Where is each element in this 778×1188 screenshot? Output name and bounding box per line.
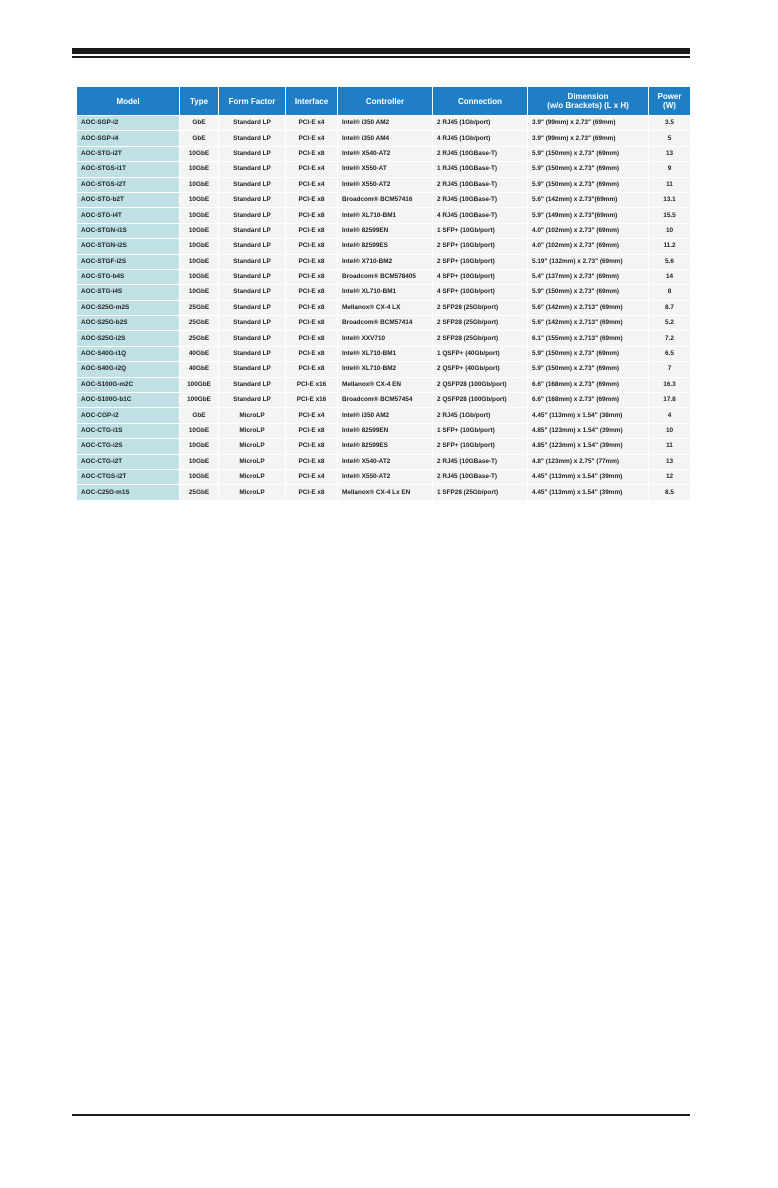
header-rule-thick <box>72 48 690 54</box>
cell-type: GbE <box>180 408 219 423</box>
cell-form-factor: Standard LP <box>219 177 286 192</box>
cell-form-factor: Standard LP <box>219 377 286 392</box>
cell-power: 17.8 <box>649 393 691 408</box>
cell-interface: PCI-E x4 <box>286 469 338 484</box>
cell-power: 7 <box>649 362 691 377</box>
table-row <box>77 223 691 238</box>
table-row <box>77 208 691 223</box>
cell-dimension: 3.9" (99mm) x 2.73" (69mm) <box>528 116 649 131</box>
cell-power: 5.2 <box>649 316 691 331</box>
cell-controller: Intel® 82599EN <box>338 223 433 238</box>
cell-type: 25GbE <box>180 331 219 346</box>
cell-type: 100GbE <box>180 377 219 392</box>
cell-power: 6.5 <box>649 346 691 361</box>
table-row <box>77 269 691 284</box>
cell-interface: PCI-E x8 <box>286 269 338 284</box>
cell-model: AOC-STGS-i1T <box>77 162 180 177</box>
cell-interface: PCI-E x8 <box>286 454 338 469</box>
cell-model: AOC-S40G-i2Q <box>77 362 180 377</box>
cell-form-factor: MicroLP <box>219 408 286 423</box>
cell-interface: PCI-E x8 <box>286 316 338 331</box>
table-row <box>77 439 691 454</box>
cell-form-factor: Standard LP <box>219 300 286 315</box>
cell-power: 5.6 <box>649 254 691 269</box>
cell-form-factor: Standard LP <box>219 346 286 361</box>
cell-model: AOC-CTG-i1S <box>77 423 180 438</box>
cell-connection: 2 RJ45 (10GBase-T) <box>433 177 528 192</box>
cell-form-factor: MicroLP <box>219 485 286 500</box>
cell-interface: PCI-E x8 <box>286 146 338 161</box>
cell-model: AOC-STG-i2T <box>77 146 180 161</box>
cell-dimension: 4.85" (123mm) x 1.54" (39mm) <box>528 439 649 454</box>
cell-interface: PCI-E x8 <box>286 208 338 223</box>
cell-form-factor: Standard LP <box>219 223 286 238</box>
cell-controller: Intel® XL710-BM1 <box>338 346 433 361</box>
table-row <box>77 146 691 161</box>
cell-interface: PCI-E x8 <box>286 362 338 377</box>
cell-form-factor: Standard LP <box>219 146 286 161</box>
cell-connection: 4 RJ45 (1Gb/port) <box>433 131 528 146</box>
cell-controller: Broadcom® BCM57414 <box>338 316 433 331</box>
cell-form-factor: Standard LP <box>219 285 286 300</box>
cell-connection: 2 QSFP+ (40Gb/port) <box>433 362 528 377</box>
cell-interface: PCI-E x8 <box>286 439 338 454</box>
cell-dimension: 4.45" (113mm) x 1.54" (39mm) <box>528 469 649 484</box>
cell-connection: 1 SFP+ (10Gb/port) <box>433 423 528 438</box>
cell-connection: 4 SFP+ (10Gb/port) <box>433 285 528 300</box>
table-row <box>77 485 691 500</box>
header-type: Type <box>180 87 219 116</box>
cell-type: 10GbE <box>180 192 219 207</box>
cell-controller: Intel® XL710-BM1 <box>338 285 433 300</box>
cell-dimension: 4.0" (102mm) x 2.73" (69mm) <box>528 223 649 238</box>
table-row <box>77 454 691 469</box>
cell-connection: 1 RJ45 (10GBase-T) <box>433 162 528 177</box>
cell-connection: 2 RJ45 (1Gb/port) <box>433 116 528 131</box>
cell-type: 10GbE <box>180 469 219 484</box>
cell-power: 4 <box>649 408 691 423</box>
cell-controller: Intel® XL710-BM2 <box>338 362 433 377</box>
cell-model: AOC-SGP-i2 <box>77 116 180 131</box>
cell-type: 100GbE <box>180 393 219 408</box>
cell-form-factor: Standard LP <box>219 254 286 269</box>
cell-model: AOC-STG-i4S <box>77 285 180 300</box>
cell-dimension: 6.6" (168mm) x 2.73" (69mm) <box>528 377 649 392</box>
cell-power: 16.3 <box>649 377 691 392</box>
cell-power: 11.2 <box>649 239 691 254</box>
cell-interface: PCI-E x16 <box>286 393 338 408</box>
cell-type: 10GbE <box>180 254 219 269</box>
cell-form-factor: Standard LP <box>219 393 286 408</box>
cell-dimension: 6.6" (168mm) x 2.73" (69mm) <box>528 393 649 408</box>
table-body <box>77 116 691 501</box>
cell-interface: PCI-E x16 <box>286 377 338 392</box>
cell-model: AOC-CTGS-i2T <box>77 469 180 484</box>
cell-dimension: 5.6" (142mm) x 2.73"(69mm) <box>528 192 649 207</box>
cell-type: 10GbE <box>180 285 219 300</box>
cell-interface: PCI-E x4 <box>286 408 338 423</box>
cell-power: 8.5 <box>649 485 691 500</box>
cell-interface: PCI-E x8 <box>286 239 338 254</box>
cell-power: 13.1 <box>649 192 691 207</box>
table-row <box>77 239 691 254</box>
cell-controller: Mellanox® CX-4 EN <box>338 377 433 392</box>
cell-form-factor: Standard LP <box>219 239 286 254</box>
header-controller: Controller <box>338 87 433 116</box>
cell-controller: Intel® 82599EN <box>338 423 433 438</box>
cell-power: 8 <box>649 285 691 300</box>
cell-model: AOC-S100G-b1C <box>77 393 180 408</box>
cell-type: 10GbE <box>180 239 219 254</box>
cell-controller: Mellanox® CX-4 Lx EN <box>338 485 433 500</box>
cell-controller: Broadcom® BCM57454 <box>338 393 433 408</box>
cell-dimension: 5.9" (150mm) x 2.73" (69mm) <box>528 346 649 361</box>
table-row <box>77 331 691 346</box>
cell-power: 8.7 <box>649 300 691 315</box>
cell-connection: 2 QSFP28 (100Gb/port) <box>433 377 528 392</box>
cell-connection: 2 RJ45 (10GBase-T) <box>433 146 528 161</box>
cell-interface: PCI-E x8 <box>286 254 338 269</box>
cell-type: 10GbE <box>180 162 219 177</box>
cell-model: AOC-STG-i4T <box>77 208 180 223</box>
cell-dimension: 5.4" (137mm) x 2.73" (69mm) <box>528 269 649 284</box>
cell-connection: 1 SFP28 (25Gb/port) <box>433 485 528 500</box>
cell-form-factor: MicroLP <box>219 469 286 484</box>
cell-type: 40GbE <box>180 362 219 377</box>
cell-form-factor: Standard LP <box>219 192 286 207</box>
cell-connection: 2 RJ45 (1Gb/port) <box>433 408 528 423</box>
cell-power: 12 <box>649 469 691 484</box>
cell-form-factor: Standard LP <box>219 208 286 223</box>
cell-interface: PCI-E x8 <box>286 331 338 346</box>
cell-power: 11 <box>649 177 691 192</box>
cell-dimension: 5.9" (150mm) x 2.73" (69mm) <box>528 285 649 300</box>
cell-connection: 2 SFP28 (25Gb/port) <box>433 316 528 331</box>
cell-interface: PCI-E x4 <box>286 116 338 131</box>
cell-controller: Intel® XL710-BM1 <box>338 208 433 223</box>
cell-model: AOC-STG-b2T <box>77 192 180 207</box>
cell-form-factor: MicroLP <box>219 423 286 438</box>
cell-interface: PCI-E x8 <box>286 300 338 315</box>
cell-connection: 2 SFP28 (25Gb/port) <box>433 300 528 315</box>
cell-controller: Intel® X540-AT2 <box>338 146 433 161</box>
footer-rule <box>72 1114 690 1116</box>
cell-dimension: 4.8" (123mm) x 2.75" (77mm) <box>528 454 649 469</box>
cell-controller: Intel® XXV710 <box>338 331 433 346</box>
table-row <box>77 162 691 177</box>
table-row <box>77 469 691 484</box>
table-row <box>77 362 691 377</box>
cell-form-factor: Standard LP <box>219 116 286 131</box>
table-row <box>77 316 691 331</box>
cell-interface: PCI-E x4 <box>286 131 338 146</box>
cell-interface: PCI-E x8 <box>286 285 338 300</box>
cell-interface: PCI-E x8 <box>286 485 338 500</box>
cell-type: 10GbE <box>180 423 219 438</box>
cell-type: 10GbE <box>180 223 219 238</box>
cell-controller: Intel® 82599ES <box>338 439 433 454</box>
cell-type: GbE <box>180 116 219 131</box>
header-rule-thin <box>72 56 690 58</box>
cell-type: 25GbE <box>180 316 219 331</box>
cell-form-factor: Standard LP <box>219 162 286 177</box>
cell-form-factor: Standard LP <box>219 131 286 146</box>
cell-form-factor: MicroLP <box>219 454 286 469</box>
cell-connection: 2 RJ45 (10GBase-T) <box>433 469 528 484</box>
cell-connection: 2 SFP+ (10Gb/port) <box>433 239 528 254</box>
header-power: Power (W) <box>649 87 691 116</box>
cell-type: 10GbE <box>180 439 219 454</box>
aoc-spec-table <box>76 86 691 501</box>
cell-power: 10 <box>649 423 691 438</box>
cell-controller: Intel® i350 AM4 <box>338 131 433 146</box>
table-row <box>77 377 691 392</box>
cell-model: AOC-S40G-i1Q <box>77 346 180 361</box>
cell-controller: Broadcom® BCM57416 <box>338 192 433 207</box>
cell-controller: Intel® i350 AM2 <box>338 408 433 423</box>
cell-model: AOC-STGS-i2T <box>77 177 180 192</box>
cell-dimension: 5.6" (142mm) x 2.713" (69mm) <box>528 300 649 315</box>
cell-dimension: 5.9" (150mm) x 2.73" (69mm) <box>528 177 649 192</box>
header-form-factor: Form Factor <box>219 87 286 116</box>
table-row <box>77 393 691 408</box>
table-row <box>77 423 691 438</box>
cell-dimension: 5.6" (142mm) x 2.713" (69mm) <box>528 316 649 331</box>
cell-type: 10GbE <box>180 269 219 284</box>
cell-connection: 1 SFP+ (10Gb/port) <box>433 223 528 238</box>
cell-type: GbE <box>180 131 219 146</box>
cell-model: AOC-STGN-i1S <box>77 223 180 238</box>
cell-connection: 4 SFP+ (10Gb/port) <box>433 269 528 284</box>
cell-form-factor: MicroLP <box>219 439 286 454</box>
cell-type: 10GbE <box>180 208 219 223</box>
cell-power: 10 <box>649 223 691 238</box>
cell-model: AOC-CTG-i2T <box>77 454 180 469</box>
cell-power: 13 <box>649 146 691 161</box>
cell-controller: Intel® X710-BM2 <box>338 254 433 269</box>
cell-power: 7.2 <box>649 331 691 346</box>
table-row <box>77 177 691 192</box>
cell-connection: 4 RJ45 (10GBase-T) <box>433 208 528 223</box>
table-row <box>77 285 691 300</box>
table-row <box>77 408 691 423</box>
cell-dimension: 4.45" (113mm) x 1.54" (38mm) <box>528 408 649 423</box>
cell-model: AOC-CTG-i2S <box>77 439 180 454</box>
cell-power: 3.5 <box>649 116 691 131</box>
cell-form-factor: Standard LP <box>219 316 286 331</box>
cell-connection: 1 QSFP+ (40Gb/port) <box>433 346 528 361</box>
cell-controller: Intel® 82599ES <box>338 239 433 254</box>
cell-model: AOC-SGP-i4 <box>77 131 180 146</box>
cell-dimension: 5.9" (150mm) x 2.73" (69mm) <box>528 362 649 377</box>
cell-model: AOC-S100G-m2C <box>77 377 180 392</box>
cell-model: AOC-STG-b4S <box>77 269 180 284</box>
cell-type: 10GbE <box>180 454 219 469</box>
cell-interface: PCI-E x8 <box>286 223 338 238</box>
header-dimension: Dimension (w/o Brackets) (L x H) <box>528 87 649 116</box>
cell-dimension: 5.9" (150mm) x 2.73" (69mm) <box>528 146 649 161</box>
table-header-row <box>77 87 691 116</box>
cell-model: AOC-STGN-i2S <box>77 239 180 254</box>
cell-interface: PCI-E x8 <box>286 192 338 207</box>
cell-dimension: 4.45" (113mm) x 1.54" (39mm) <box>528 485 649 500</box>
cell-power: 14 <box>649 269 691 284</box>
cell-dimension: 6.1" (155mm) x 2.713" (69mm) <box>528 331 649 346</box>
cell-connection: 2 SFP+ (10Gb/port) <box>433 254 528 269</box>
cell-interface: PCI-E x8 <box>286 423 338 438</box>
cell-controller: Intel® X550-AT2 <box>338 469 433 484</box>
cell-dimension: 5.9" (150mm) x 2.73" (69mm) <box>528 162 649 177</box>
cell-model: AOC-C25G-m1S <box>77 485 180 500</box>
cell-interface: PCI-E x4 <box>286 177 338 192</box>
table-row <box>77 254 691 269</box>
cell-type: 25GbE <box>180 485 219 500</box>
cell-controller: Broadcom® BCM578405 <box>338 269 433 284</box>
cell-model: AOC-S25G-m2S <box>77 300 180 315</box>
cell-power: 9 <box>649 162 691 177</box>
cell-controller: Intel® X550-AT2 <box>338 177 433 192</box>
header-connection: Connection <box>433 87 528 116</box>
cell-connection: 2 SFP+ (10Gb/port) <box>433 439 528 454</box>
cell-controller: Intel® i350 AM2 <box>338 116 433 131</box>
header-model: Model <box>77 87 180 116</box>
cell-controller: Intel® X550-AT <box>338 162 433 177</box>
cell-type: 10GbE <box>180 146 219 161</box>
cell-connection: 2 RJ45 (10GBase-T) <box>433 454 528 469</box>
table-row <box>77 300 691 315</box>
cell-power: 5 <box>649 131 691 146</box>
header-interface: Interface <box>286 87 338 116</box>
cell-model: AOC-S25G-b2S <box>77 316 180 331</box>
cell-interface: PCI-E x8 <box>286 346 338 361</box>
table-row <box>77 131 691 146</box>
cell-connection: 2 QSFP28 (100Gb/port) <box>433 393 528 408</box>
cell-controller: Mellanox® CX-4 LX <box>338 300 433 315</box>
cell-type: 40GbE <box>180 346 219 361</box>
cell-form-factor: Standard LP <box>219 362 286 377</box>
cell-dimension: 4.85" (123mm) x 1.54" (39mm) <box>528 423 649 438</box>
cell-form-factor: Standard LP <box>219 269 286 284</box>
cell-controller: Intel® X540-AT2 <box>338 454 433 469</box>
cell-power: 13 <box>649 454 691 469</box>
table-row <box>77 116 691 131</box>
cell-dimension: 4.0" (102mm) x 2.73" (69mm) <box>528 239 649 254</box>
cell-dimension: 5.19" (132mm) x 2.73" (69mm) <box>528 254 649 269</box>
cell-type: 25GbE <box>180 300 219 315</box>
table-row <box>77 346 691 361</box>
cell-model: AOC-STGF-i2S <box>77 254 180 269</box>
cell-connection: 2 RJ45 (10GBase-T) <box>433 192 528 207</box>
cell-model: AOC-CGP-i2 <box>77 408 180 423</box>
table-row <box>77 192 691 207</box>
cell-connection: 2 SFP28 (25Gb/port) <box>433 331 528 346</box>
cell-model: AOC-S25G-i2S <box>77 331 180 346</box>
cell-form-factor: Standard LP <box>219 331 286 346</box>
cell-dimension: 5.9" (149mm) x 2.73"(69mm) <box>528 208 649 223</box>
cell-dimension: 3.9" (99mm) x 2.73" (69mm) <box>528 131 649 146</box>
cell-power: 11 <box>649 439 691 454</box>
cell-interface: PCI-E x4 <box>286 162 338 177</box>
cell-type: 10GbE <box>180 177 219 192</box>
cell-power: 15.5 <box>649 208 691 223</box>
